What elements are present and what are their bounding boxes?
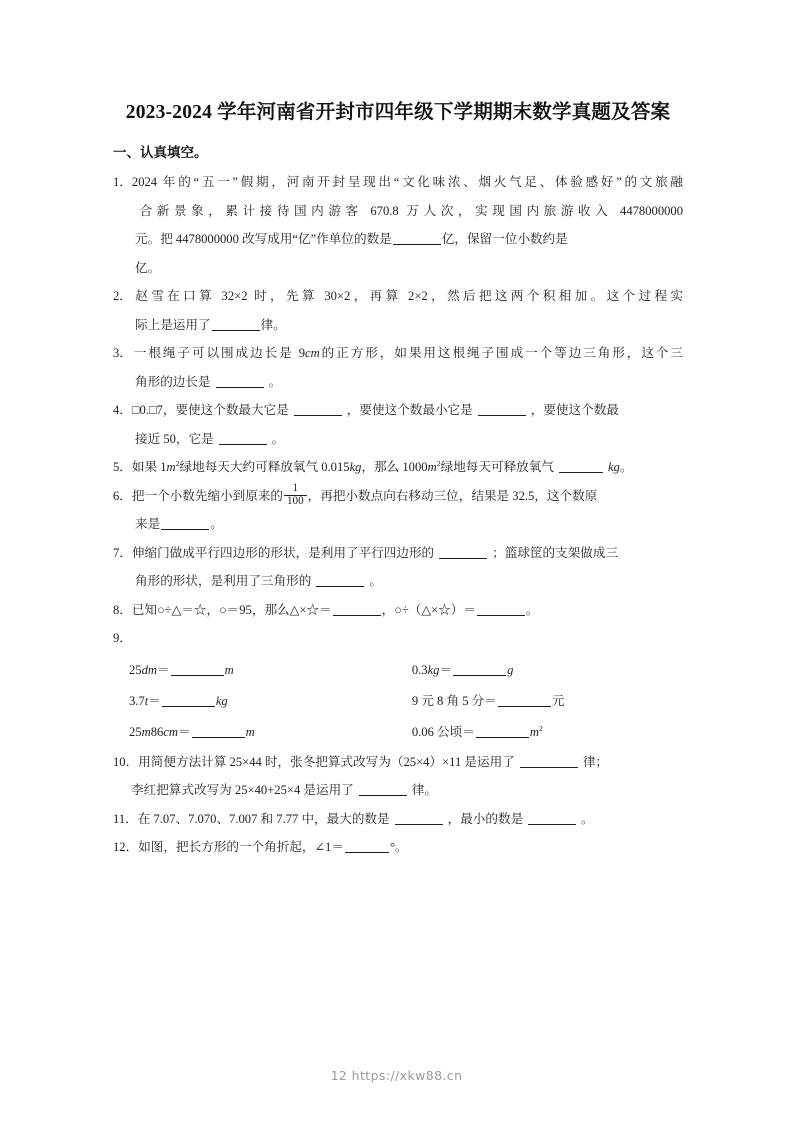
question-5-line-1: 5．如果 $1m^2$绿地每天大约可释放氧气 0.015kg，那么 $1000m^2$绿地每天可释放氧气 kg。 bbox=[113, 453, 683, 482]
question-9 bbox=[113, 624, 683, 748]
conversion-row bbox=[113, 655, 683, 686]
question-5 bbox=[113, 453, 683, 482]
section-heading-fill-in-blanks: 一、认真填空。 bbox=[113, 145, 208, 160]
fraction-one-hundredth: $\frac{1}{100}$ bbox=[284, 483, 307, 508]
answer-blank[interactable] bbox=[439, 545, 487, 559]
answer-blank[interactable] bbox=[478, 402, 526, 416]
question-11-line-1: 11．在 7.07、7.070、7.007 和 7.77 中，最大的数是 ，最小的数是 。 bbox=[113, 805, 683, 834]
conversion-row bbox=[113, 686, 683, 717]
question-11-number: 11． bbox=[113, 811, 138, 826]
question-1 bbox=[113, 168, 683, 282]
answer-blank[interactable] bbox=[219, 431, 267, 445]
question-10-line-2: 李红把算式改写为 25×40+25×4 是运用了 律。 bbox=[131, 783, 437, 797]
question-4-line-1: 4．□0.□7，要使这个数最大它是 ，要使这个数最小它是 ，要使这个数最 bbox=[113, 396, 683, 425]
question-5-number: 5． bbox=[113, 460, 132, 474]
answer-blank[interactable] bbox=[476, 724, 529, 738]
answer-blank[interactable] bbox=[559, 459, 603, 473]
answer-blank[interactable] bbox=[345, 839, 389, 853]
question-6 bbox=[113, 482, 683, 539]
question-8-number: 8． bbox=[113, 602, 132, 617]
question-6-line-1: 6．把一个小数先缩小到原来的 $\frac{1}{100}$ ，再把小数点向右移动三位，结果是 32.5，这个数原 bbox=[113, 482, 683, 511]
answer-blank[interactable] bbox=[359, 782, 407, 796]
answer-blank[interactable] bbox=[393, 231, 441, 245]
question-4-line-2: 接近 50，它是 。 bbox=[135, 431, 285, 446]
answer-blank[interactable] bbox=[498, 693, 551, 707]
answer-blank[interactable] bbox=[395, 811, 443, 825]
answer-blank[interactable] bbox=[161, 516, 209, 530]
answer-blank[interactable] bbox=[192, 724, 245, 738]
question-11 bbox=[113, 805, 683, 834]
conversion-item: 25dm＝ m bbox=[129, 662, 234, 677]
question-4 bbox=[113, 396, 683, 453]
question-2-line-2: 际上是运用了 律。 bbox=[135, 317, 286, 332]
question-3 bbox=[113, 339, 683, 396]
question-8 bbox=[113, 596, 683, 625]
question-1-line-3: 元。把 4478000000 改写成用“亿”作单位的数是 亿，保留一位小数约是 bbox=[135, 232, 568, 246]
conversion-item: 0.06 公顷＝ $m^2$ bbox=[411, 723, 543, 739]
question-6-line-2: 来是 。 bbox=[135, 517, 223, 531]
answer-blank[interactable] bbox=[212, 317, 260, 331]
conversion-row bbox=[113, 717, 683, 748]
question-9-line-1 bbox=[113, 624, 683, 653]
answer-blank[interactable] bbox=[453, 662, 506, 676]
question-9-number: 9． bbox=[113, 631, 132, 645]
question-2-number: 2． bbox=[113, 289, 132, 303]
question-3-line-1: 3．一根绳子可以围成边长是 9cm的正方形，如果用这根绳子围成一个等边三角形，这个三 bbox=[113, 339, 683, 368]
document-content bbox=[113, 96, 683, 862]
answer-blank[interactable] bbox=[333, 602, 381, 616]
superscript-two: 2 bbox=[436, 458, 441, 468]
answer-blank[interactable] bbox=[171, 662, 224, 676]
superscript-two: 2 bbox=[175, 458, 180, 468]
question-7-line-1: 7．伸缩门做成平行四边形的形状，是利用了平行四边形的 ；篮球筐的支架做成三 bbox=[113, 539, 683, 568]
conversion-item: 0.3kg＝ g bbox=[411, 662, 514, 677]
conversion-item: 9 元 8 角 5 分＝ 元 bbox=[411, 693, 565, 708]
question-10-number: 10． bbox=[113, 754, 139, 769]
question-7-number: 7． bbox=[113, 545, 132, 560]
question-12 bbox=[113, 833, 683, 862]
answer-blank[interactable] bbox=[528, 811, 576, 825]
question-2-line-1: 2．赵雪在口算 32×2 时，先算 30×2，再算 2×2，然后把这两个积相加。这个过程实 bbox=[113, 282, 683, 311]
answer-blank[interactable] bbox=[477, 602, 525, 616]
question-1-line-2: 合新景象，累计接待国内游客 670.8 万人次，实现国内旅游收入 4478000000 bbox=[135, 203, 683, 218]
question-3-number: 3． bbox=[113, 346, 132, 360]
answer-blank[interactable] bbox=[216, 374, 264, 388]
question-7-line-2: 角形的形状，是利用了三角形的 。 bbox=[135, 574, 382, 588]
question-6-number: 6． bbox=[113, 488, 132, 503]
page-title: 2023-2024 学年河南省开封市四年级下学期期末数学真题及答案 bbox=[125, 102, 671, 123]
question-2 bbox=[113, 282, 683, 339]
question-12-number: 12． bbox=[113, 840, 139, 854]
question-1-line-4: 亿。 bbox=[135, 260, 161, 275]
superscript-two: 2 bbox=[538, 723, 543, 733]
question-1-number: 1． bbox=[113, 175, 132, 189]
question-3-line-2: 角形的边长是 。 bbox=[135, 374, 282, 389]
conversion-item: 3.7t＝ kg bbox=[129, 693, 228, 708]
question-4-number: 4． bbox=[113, 403, 132, 417]
question-10-line-1: 10．用简便方法计算 25×44 时，张冬把算式改写为（25×4）×11 是运用了 律； bbox=[113, 748, 683, 777]
answer-blank[interactable] bbox=[520, 754, 578, 768]
question-8-line-1: 8．已知○÷△＝☆，○＝95，那么△×☆＝ ，○÷（△×☆）＝ 。 bbox=[113, 596, 683, 625]
answer-blank[interactable] bbox=[162, 693, 215, 707]
question-7 bbox=[113, 539, 683, 596]
conversion-item: 25m86cm＝ m bbox=[129, 724, 255, 739]
question-10 bbox=[113, 748, 683, 805]
answer-blank[interactable] bbox=[316, 573, 364, 587]
question-1-line-1: 1．2024 年的“五一”假期，河南开封呈现出“文化味浓、烟火气足、体验感好”的文旅融 bbox=[113, 168, 683, 197]
question-12-line-1: 12．如图，把长方形的一个角折起，∠1＝ °。 bbox=[113, 833, 683, 862]
answer-blank[interactable] bbox=[294, 402, 342, 416]
page-footer-watermark: 12 https://xkw88.cn bbox=[330, 1068, 463, 1083]
unit-conversion-grid bbox=[113, 655, 683, 748]
